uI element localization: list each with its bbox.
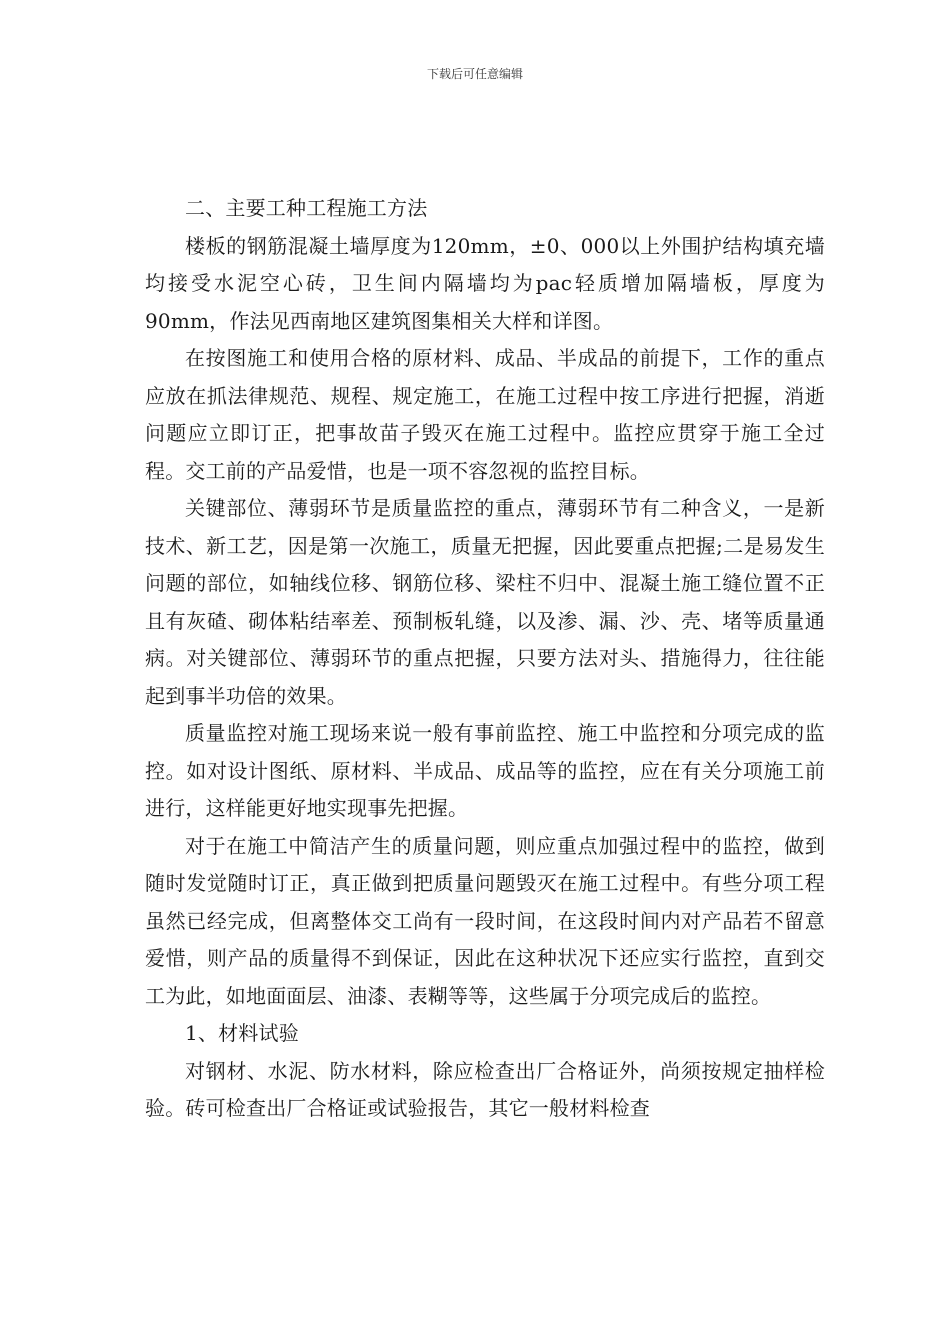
paragraph: 关键部位、薄弱环节是质量监控的重点，薄弱环节有二种含义，一是新技术、新工艺，因是第一次施工，质量无把握，因此要重点把握;二是易发生问题的部位，如轴线位移、钢筋位移、梁柱不归中、混凝土施工缝位置不正且有灰碴、砌体粘结率差、预制板轧缝，以及渗、漏、沙、壳、堵等质量通病。对关键部位、薄弱环节的重点把握，只要方法对头、措施得力，往往能起到事半功倍的效果。 [145,496,825,708]
paragraph: 对钢材、水泥、防水材料，除应检查出厂合格证外，尚须按规定抽样检验。砖可检查出厂合格证或试验报告，其它一般材料检查 [145,1058,825,1120]
document-body [145,190,825,1128]
subsection-heading: 1、材料试验 [185,1021,299,1045]
paragraph: 对于在施工中简洁产生的质量问题，则应重点加强过程中的监控，做到随时发觉随时订正，真正做到把质量问题毁灭在施工过程中。有些分项工程虽然已经完成，但离整体交工尚有一段时间，在这段时间内对产品若不留意爱惜，则产品的质量得不到保证，因此在这种状况下还应实行监控，直到交工为此，如地面面层、油漆、表糊等等，这些属于分项完成后的监控。 [145,833,825,1008]
page-header: 下载后可任意编辑 [426,67,523,81]
section-heading: 二、主要工种工程施工方法 [185,196,428,220]
paragraph: 楼板的钢筋混凝土墙厚度为120mm，±0、000以上外围护结构填充墙均接受水泥空心砖，卫生间内隔墙均为pac轻质增加隔墙板，厚度为90mm，作法见西南地区建筑图集相关大样和详图。 [145,233,825,333]
paragraph: 在按图施工和使用合格的原材料、成品、半成品的前提下，工作的重点应放在抓法律规范、规程、规定施工，在施工过程中按工序进行把握，消逝问题应立即订正，把事故苗子毁灭在施工过程中。监控应贯穿于施工全过程。交工前的产品爱惜，也是一项不容忽视的监控目标。 [145,346,825,483]
paragraph: 质量监控对施工现场来说一般有事前监控、施工中监控和分项完成的监控。如对设计图纸、原材料、半成品、成品等的监控，应在有关分项施工前进行，这样能更好地实现事先把握。 [145,721,825,820]
